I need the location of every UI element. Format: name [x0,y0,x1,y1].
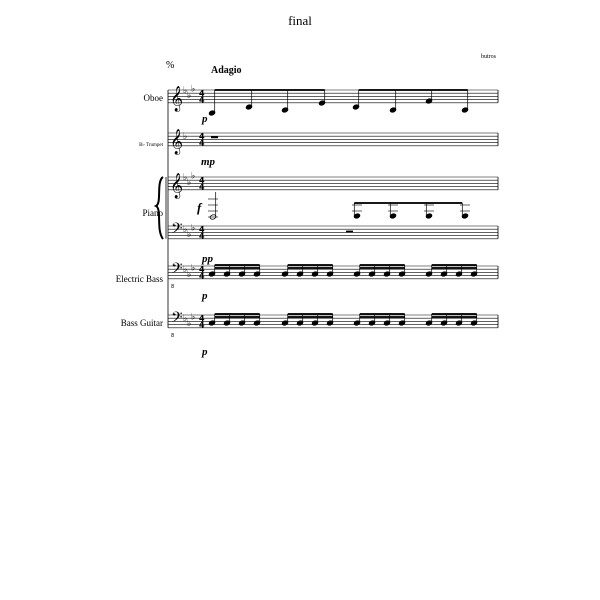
treble-clef-icon: 𝄞 [170,173,184,199]
clef-octave-mark: 8 [171,332,175,339]
dynamic-electric-bass-bottom: p [202,290,208,302]
segno-mark: % [166,60,175,71]
treble-clef-icon: 𝄞 [170,129,184,155]
note-beam [432,316,477,318]
key-flat-icon: ♭ [183,225,188,236]
note-beam [432,267,477,269]
time-signature-numerator: 4 [199,176,205,186]
dynamic-trumpet: mp [201,156,216,168]
brace-icon [156,177,163,239]
tempo-marking: Adagio [211,65,242,76]
time-signature-denominator: 4 [199,138,205,148]
score-title: final [288,13,312,28]
clef-octave-mark: 8 [171,283,175,290]
note-beam [354,202,462,204]
key-flat-icon: ♭ [183,265,188,276]
instrument-label-trumpet: B♭ Trumpet [139,143,163,148]
dynamic-oboe: p [202,113,208,125]
note-beam [215,264,260,266]
time-signature-numerator: 4 [199,89,205,99]
time-signature-numerator: 4 [199,265,205,275]
key-flat-icon: ♭ [191,223,196,234]
note-beam [359,89,468,91]
key-flat-icon: ♭ [187,177,192,188]
instrument-label-bass-guitar: Bass Guitar [120,318,163,328]
key-flat-icon: ♭ [183,86,188,96]
note-beam [288,264,333,266]
dynamic-bass-guitar: p [202,346,208,358]
bass-clef-icon: 𝄢 [171,260,183,282]
note-beam [288,267,333,269]
key-flat-icon: ♭ [191,263,196,274]
note-beam [288,313,333,315]
time-signature-numerator: 4 [199,314,205,324]
instrument-label-piano: Piano [142,208,163,218]
key-flat-icon: ♭ [183,314,188,325]
key-flat-icon: ♭ [191,312,196,323]
instrument-label-oboe: Oboe [143,93,163,103]
note-beam [360,267,405,269]
half-rest-icon [211,136,218,138]
key-flat-icon: ♭ [187,90,192,101]
note-beam [288,316,333,318]
dynamic-electric-bass-top: pp [202,253,213,265]
note-beam [360,313,405,315]
note-beam [432,313,477,315]
treble-clef-icon: 𝄞 [170,86,184,112]
key-flat-icon: ♭ [183,173,188,183]
note-beam [360,316,405,318]
time-signature-denominator: 4 [199,182,205,192]
note-beam [432,264,477,266]
time-signature-denominator: 4 [199,231,205,241]
note-beam [215,267,260,269]
instrument-label-electric-bass: Electric Bass [115,274,163,284]
key-flat-icon: ♭ [187,230,192,240]
composer-name: butros [481,54,496,60]
key-flat-icon: ♭ [183,132,188,143]
bass-clef-icon: 𝄢 [171,309,183,331]
dynamic-piano: f [197,200,202,215]
time-signature-denominator: 4 [199,271,205,281]
note-beam [215,313,260,315]
note-beam [215,316,260,318]
key-flat-icon: ♭ [191,84,196,95]
half-rest-icon [346,231,353,233]
note-beam [215,89,325,91]
key-flat-icon: ♭ [187,270,192,280]
key-flat-icon: ♭ [187,319,192,329]
bass-clef-icon: 𝄢 [171,220,183,242]
time-signature-numerator: 4 [199,132,205,142]
time-signature-denominator: 4 [199,320,205,330]
time-signature-denominator: 4 [199,95,205,105]
key-flat-icon: ♭ [191,171,196,182]
note-beam [360,264,405,266]
time-signature-numerator: 4 [199,225,205,235]
